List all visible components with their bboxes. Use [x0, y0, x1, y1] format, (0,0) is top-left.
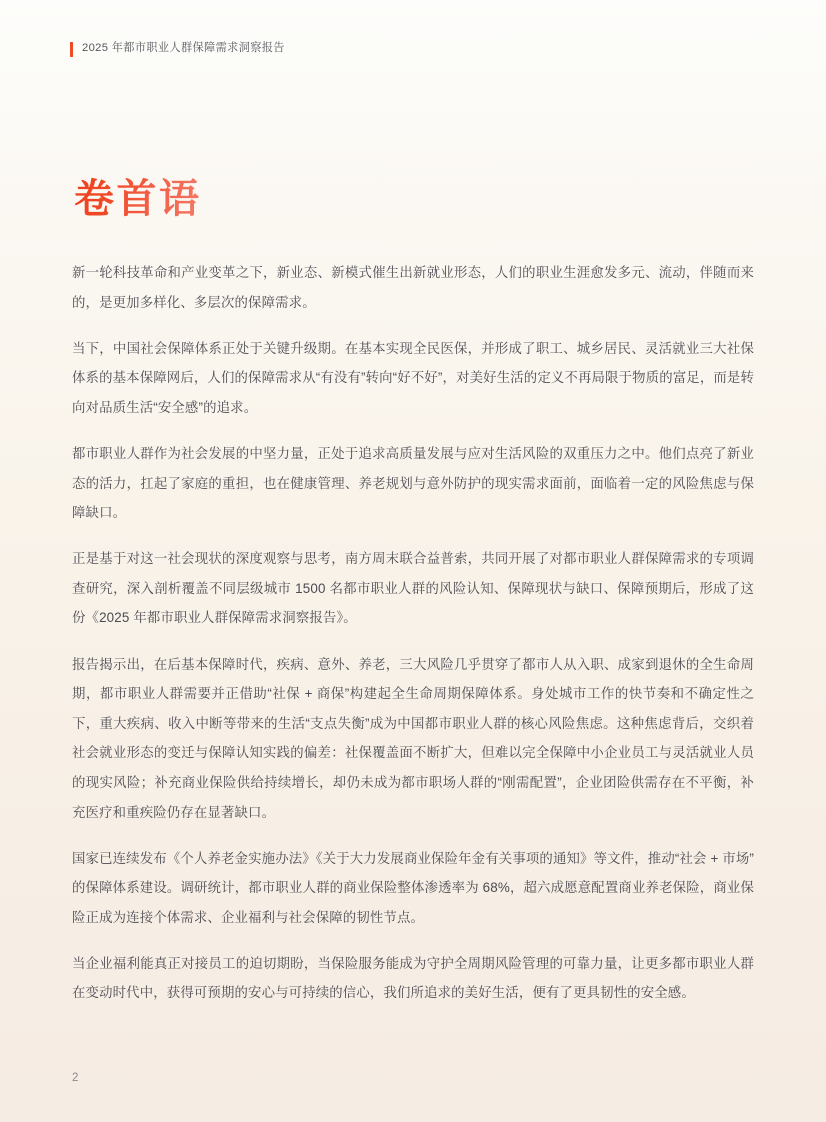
- paragraph: 国家已连续发布《个人养老金实施办法》《关于大力发展商业保险年金有关事项的通知》等文件，推动“社会 + 市场”的保障体系建设。调研统计，都市职业人群的商业保险整体渗透率为 68%，超六成愿意配置商业养老保险，商业保险正成为连接个体需求、企业福利与社会保障的韧性节点。: [72, 850, 754, 925]
- running-header-title: 2025 年都市职业人群保障需求洞察报告: [82, 42, 285, 55]
- paragraph: 正是基于对这一社会现状的深度观察与思考，南方周末联合益普索，共同开展了对都市职业人群保障需求的专项调查研究，深入剖析覆盖不同层级城市 1500 名都市职业人群的风险认知、保障现状与缺口、保障预期后，形成了这份《2025 年都市职业人群保障需求洞察报告》。: [72, 551, 754, 626]
- paragraph: 都市职业人群作为社会发展的中坚力量，正处于追求高质量发展与应对生活风险的双重压力之中。他们点亮了新业态的活力，扛起了家庭的重担，也在健康管理、养老规划与意外防护的现实需求面前，面临着一定的风险焦虑与保障缺口。: [72, 445, 754, 521]
- page-number: 2: [72, 1072, 79, 1084]
- running-header: [70, 40, 285, 58]
- page-title: 卷首语: [74, 175, 202, 224]
- header-accent-bar-icon: [70, 42, 73, 57]
- paragraph: 新一轮科技革命和产业变革之下，新业态、新模式催生出新就业形态，人们的职业生涯愈发多元、流动，伴随而来的，是更加多样化、多层次的保障需求。: [72, 265, 754, 310]
- body-copy: [72, 258, 754, 1008]
- paragraph: 当企业福利能真正对接员工的迫切期盼，当保险服务能成为守护全周期风险管理的可靠力量，让更多都市职业人群在变动时代中，获得可预期的安心与可持续的信心，我们所追求的美好生活，便有了更具韧性的安全感。: [72, 955, 754, 1001]
- paragraph: 当下，中国社会保障体系正处于关键升级期。在基本实现全民医保，并形成了职工、城乡居民、灵活就业三大社保体系的基本保障网后，人们的保障需求从“有没有”转向“好不好”，对美好生活的定义不再局限于物质的富足，而是转向对品质生活“安全感”的追求。: [72, 340, 754, 415]
- paragraph: 报告揭示出，在后基本保障时代，疾病、意外、养老，三大风险几乎贯穿了都市人从入职、成家到退休的全生命周期，都市职业人群需要并正借助“社保 + 商保”构建起全生命周期保障体系。身处城市工作的快节奏和不确定性之下，重大疾病、收入中断等带来的生活“支点失衡”成为中国都市职业人群的核心风险焦虑。这种焦虑背后，交织着社会就业形态的变迁与保障认知实践的偏差：社保覆盖面不断扩大，但难以完全保障中小企业员工与灵活就业人员的现实风险；补充商业保险供给持续增长，却仍未成为都市职场人群的“刚需配置”，企业团险供需存在不平衡，补充医疗和重疾险仍存在显著缺口。: [72, 656, 754, 820]
